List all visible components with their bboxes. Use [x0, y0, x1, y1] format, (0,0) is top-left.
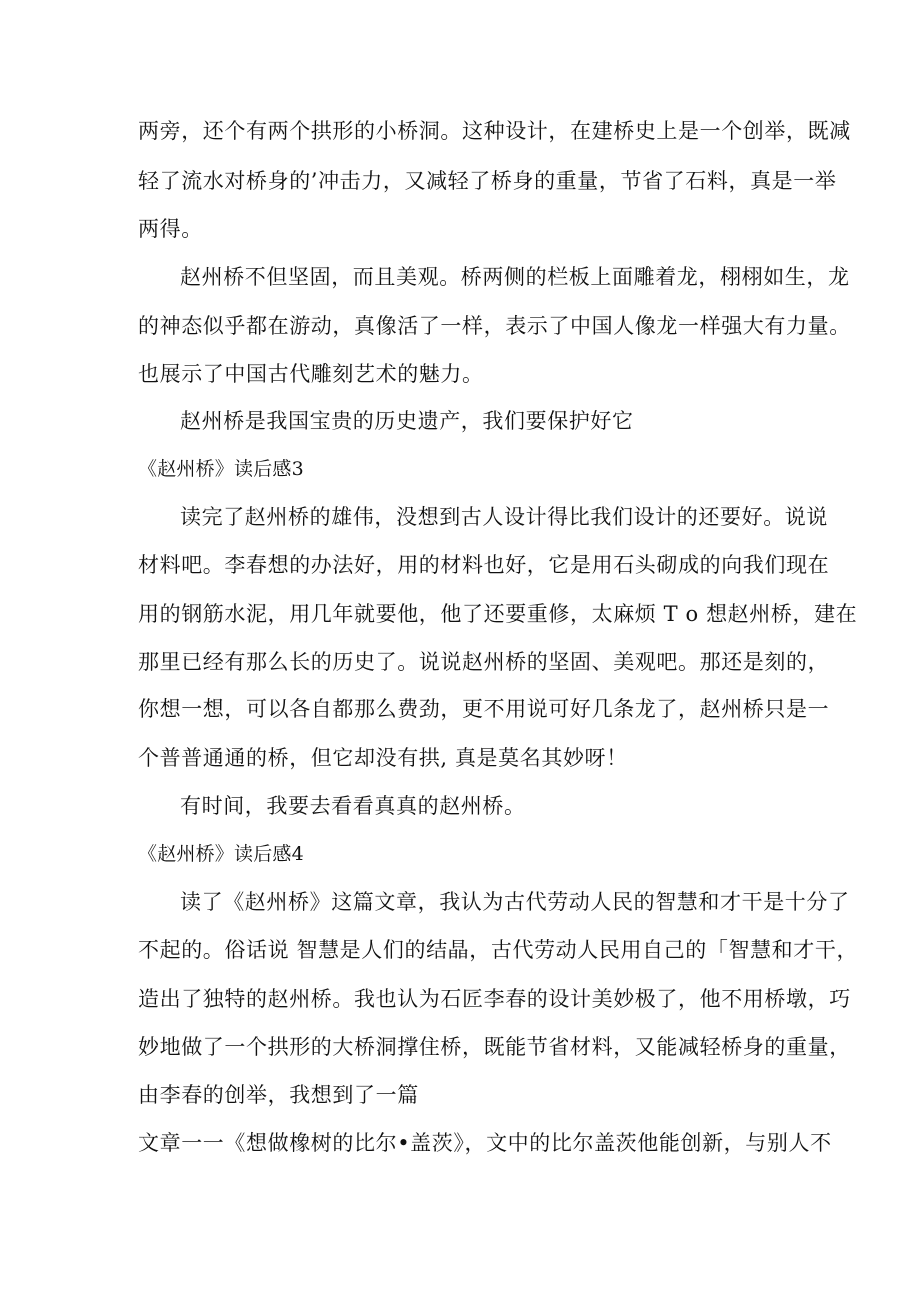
paragraph-line: 轻了流水对桥身的’冲击力，又减轻了桥身的重量，节省了石料，真是一举 [138, 169, 837, 193]
paragraph-line: 你想一想，可以各自都那么费劲，更不用说可好几条龙了，赵州桥只是一 [138, 697, 830, 721]
paragraph-line: 的神态似乎都在游动，真像活了一样，表示了中国人像龙一样强大有力量。 [138, 314, 851, 338]
paragraph-line: 造出了独特的赵州桥。我也认为石匠李春的设计美妙极了，他不用桥墩，巧 [138, 987, 851, 1011]
paragraph-line: 两旁，还个有两个拱形的小桥洞。这种设计，在建桥史上是一个创举，既减 [138, 119, 851, 143]
paragraph-line: 材料吧。李春想的办法好，用的材料也好，它是用石头砌成的向我们现在 [138, 553, 830, 577]
section-heading: 《赵州桥》读后感4 [138, 843, 304, 865]
paragraph-line: 两得。 [138, 217, 203, 241]
paragraph-line: 个普普通通的桥，但它却没有拱, 真是莫名其妙呀！ [138, 746, 628, 770]
section-heading: 《赵州桥》读后感3 [138, 458, 304, 480]
paragraph-line: 妙地做了一个拱形的大桥洞撑住桥，既能节省材料，又能减轻桥身的重量， [138, 1035, 851, 1059]
paragraph-line: 用的钢筋水泥，用几年就要他，他了还要重修，太麻烦 T o 想赵州桥，建在 [138, 602, 858, 626]
paragraph-line: 读了《赵州桥》这篇文章，我认为古代劳动人民的智慧和才干是十分了 [180, 890, 850, 914]
paragraph-line: 也展示了中国古代雕刻艺术的魅力。 [138, 362, 484, 386]
paragraph-line: 由李春的创举，我想到了一篇 [138, 1083, 419, 1107]
paragraph-line: 读完了赵州桥的雄伟，没想到古人设计得比我们设计的还要好。说说 [180, 505, 828, 529]
paragraph-line: 有时间，我要去看看真真的赵州桥。 [180, 794, 526, 818]
paragraph-line: 文章一一《想做橡树的比尔•盖茨》，文中的比尔盖茨他能创新，与别人不 [138, 1131, 832, 1155]
paragraph-line: 赵州桥不但坚固，而且美观。桥两侧的栏板上面雕着龙，栩栩如生，龙 [180, 265, 850, 289]
paragraph-line: 赵州桥是我国宝贵的历史遗产，我们要保护好它 [180, 409, 634, 433]
paragraph-line: 不起的。俗话说 智慧是人们的结晶，古代劳动人民用自己的「智慧和才干， [138, 938, 859, 962]
paragraph-line: 那里已经有那么长的历史了。说说赵州桥的坚固、美观吧。那还是刻的， [138, 650, 830, 674]
